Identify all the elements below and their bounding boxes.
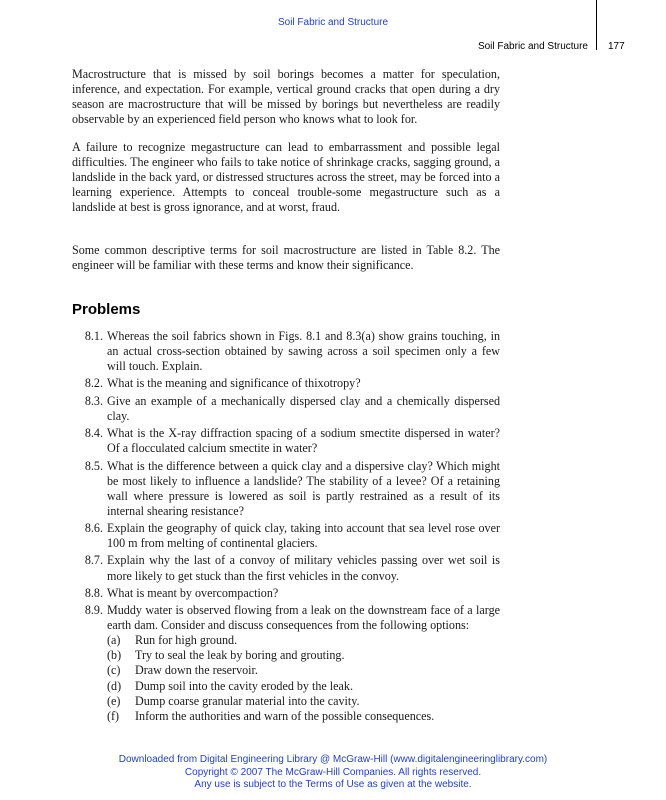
- problem-list: [72, 329, 500, 726]
- problem-body: [107, 603, 500, 724]
- option-label: (f): [107, 708, 120, 723]
- problem-number: 8.3.: [84, 393, 103, 408]
- running-head: Soil Fabric and Structure: [477, 41, 588, 52]
- problem-number: 8.7.: [84, 553, 103, 568]
- footer-copyright-link[interactable]: Copyright © 2007 The McGraw-Hill Companies. All rights reserved.: [184, 766, 482, 778]
- problem-text: Explain why the last of a convoy of military vehicles passing over wet soil is more likely to get stuck than the first vehicles in the convoy.: [107, 553, 500, 583]
- option-label: (c): [107, 663, 121, 678]
- problem-item: [72, 553, 500, 583]
- problem-text: Give an example of a mechanically dispersed clay and a chemically dispersed clay.: [107, 393, 500, 423]
- option-text: Dump soil into the cavity eroded by the leak.: [135, 678, 353, 693]
- problem-item: [72, 459, 500, 519]
- body-paragraph-3: Some common descriptive terms for soil macrostructure are listed in Table 8.2. The engineer will be familiar with these terms and know their significance.: [72, 243, 500, 273]
- header-divider: [596, 0, 597, 50]
- footer: [0, 754, 666, 792]
- problem-item: [72, 521, 500, 551]
- problem-number: 8.1.: [84, 329, 103, 343]
- option-label: (b): [107, 648, 122, 663]
- problem-item: [72, 376, 500, 391]
- problem-item: [72, 329, 500, 374]
- problem-number: 8.9.: [84, 603, 103, 618]
- problem-item: [72, 603, 500, 724]
- problem-number: 8.5.: [84, 458, 103, 473]
- option-text: Try to seal the leak by boring and grouting.: [135, 648, 345, 663]
- problem-item: [72, 586, 500, 601]
- option-text: Draw down the reservoir.: [135, 663, 258, 678]
- option-item: [107, 663, 500, 678]
- problem-text: What is the X-ray diffraction spacing of a sodium smectite dispersed in water? Of a flocculated calcium smectite in water?: [107, 426, 500, 456]
- option-label: (e): [107, 693, 121, 708]
- problem-text: Explain the geography of quick clay, taking into account that sea level rose over 100 m from melting of continental glaciers.: [107, 521, 500, 551]
- problem-text: What is meant by overcompaction?: [107, 585, 279, 600]
- body-paragraph-2: A failure to recognize megastructure can lead to embarrassment and possible legal difficulties. The engineer who fails to take notice of shrinkage cracks, sagging ground, a landslide in the back yard, or distressed structures across the street, may be forced into a learning experience. Attempts to conceal trouble-some megastructure such as a landslide at best is gross ignorance, and at worst, fraud.: [72, 140, 500, 215]
- problem-text: Whereas the soil fabrics shown in Figs. 8.1 and 8.3(a) show grains touching, in an actual cross-section obtained by sawing across a soil specimen only a few will touch. Explain.: [107, 329, 500, 374]
- option-text: Inform the authorities and warn of the possible consequences.: [135, 708, 435, 723]
- problem-number: 8.2.: [84, 376, 103, 391]
- problem-number: 8.8.: [84, 585, 103, 600]
- problem-item: [72, 394, 500, 424]
- option-item: [107, 709, 500, 724]
- problem-text: What is the meaning and significance of thixotropy?: [107, 376, 361, 391]
- option-text: Dump coarse granular material into the cavity.: [135, 693, 360, 708]
- problem-item: [72, 426, 500, 456]
- footer-download-link[interactable]: Downloaded from Digital Engineering Library @ McGraw-Hill (www.digitalengineeringlibrary.com): [118, 754, 548, 765]
- problem-text: What is the difference between a quick clay and a dispersive clay? Which might be most likely to influence a landslide? The stability of a levee? Of a retaining wall where pressure is lowered as soil is partly restrained as a result of its internal shearing resistance?: [107, 458, 500, 518]
- option-item: [107, 694, 500, 709]
- page-number: 177: [608, 41, 625, 52]
- problem-number: 8.6.: [84, 521, 103, 536]
- option-item: [107, 648, 500, 663]
- footer-terms-link[interactable]: Any use is subject to the Terms of Use as given at the website.: [194, 779, 472, 790]
- problem-number: 8.4.: [84, 426, 103, 441]
- problem-text: Muddy water is observed flowing from a leak on the downstream face of a large earth dam. Consider and discuss consequences from the following options:: [107, 603, 500, 633]
- top-chapter-link[interactable]: Soil Fabric and Structure: [277, 17, 389, 28]
- option-text: Run for high ground.: [135, 633, 238, 648]
- option-label: (a): [107, 633, 121, 648]
- option-item: [107, 633, 500, 648]
- option-item: [107, 679, 500, 694]
- problems-heading: Problems: [72, 301, 141, 318]
- body-paragraph-1: Macrostructure that is missed by soil borings becomes a matter for speculation, inference, and expectation. For example, vertical ground cracks that open during a dry season are macrostructure that will be missed by borings but nevertheless are readily observable by an experienced field person who knows what to look for.: [72, 67, 500, 127]
- option-label: (d): [107, 678, 122, 693]
